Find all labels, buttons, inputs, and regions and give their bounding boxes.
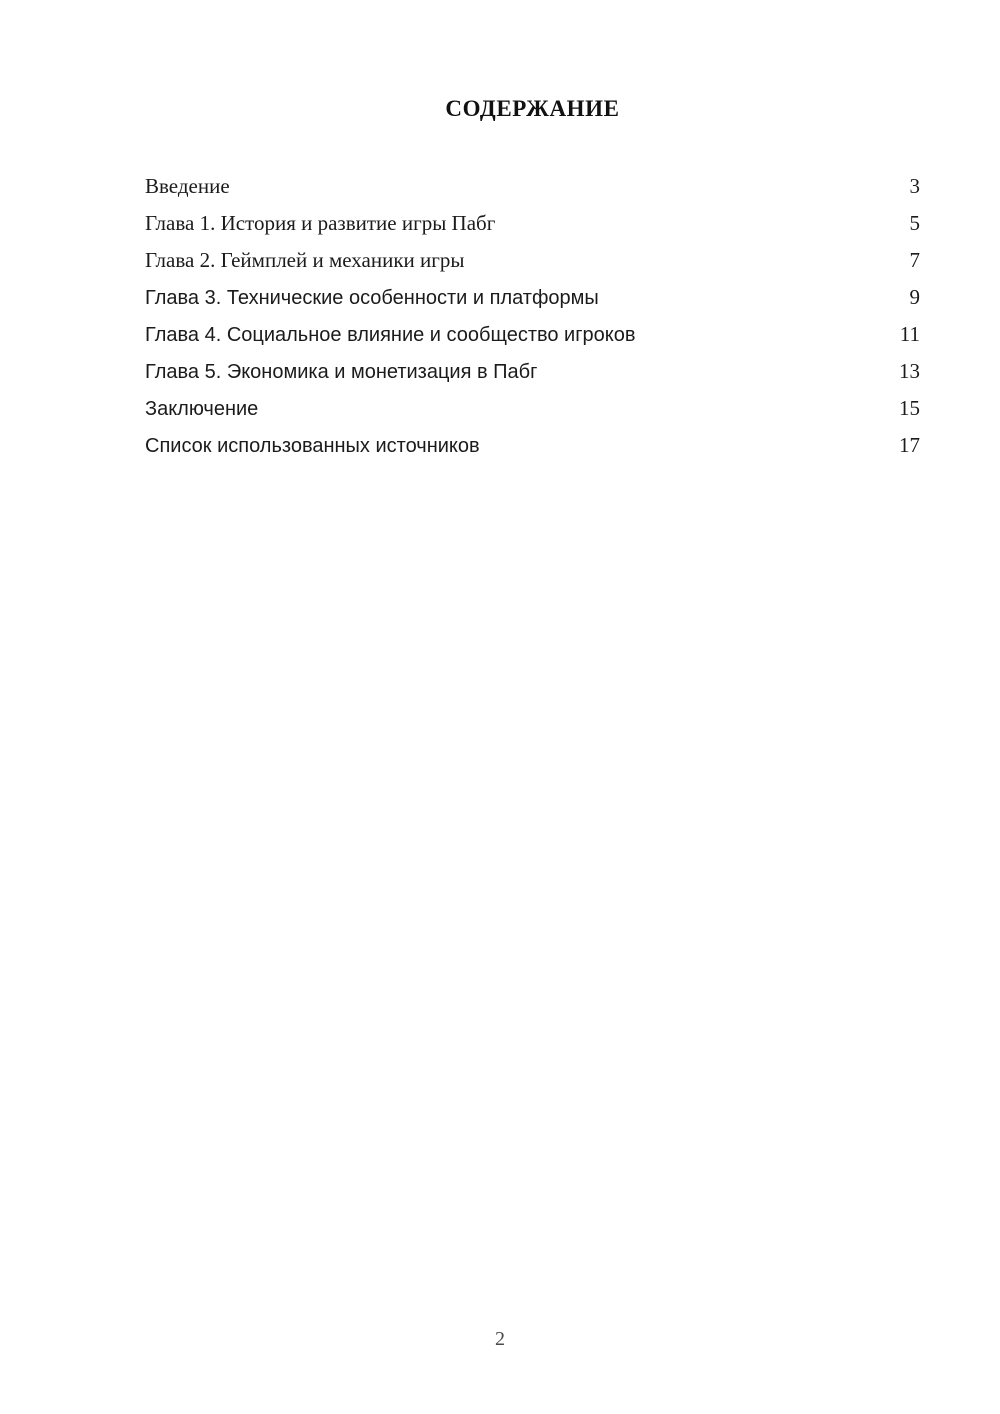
toc-entry-label: Список использованных источников (145, 435, 480, 457)
toc-entry-page-number: 3 (909, 174, 920, 198)
toc-row (145, 353, 920, 390)
page-title: СОДЕРЖАНИЕ (445, 96, 620, 121)
toc-entry-page-number: 7 (909, 248, 920, 272)
toc-row (145, 316, 920, 353)
toc-entry-label: Глава 2. Геймплей и механики игры (145, 248, 465, 272)
toc-entry-label: Глава 4. Социальное влияние и сообщество игроков (145, 324, 636, 346)
toc-row (145, 242, 920, 279)
toc-entry-page-number: 9 (909, 285, 920, 309)
toc-row (145, 427, 920, 464)
toc-row (145, 279, 920, 316)
toc-entry-page-number: 5 (909, 211, 920, 235)
toc-entry-label: Введение (145, 174, 230, 198)
toc-row (145, 168, 920, 205)
toc-entry-page-number: 11 (899, 322, 920, 346)
toc-row (145, 205, 920, 242)
toc-row (145, 390, 920, 427)
toc-entry-page-number: 13 (899, 359, 920, 383)
toc-entry-page-number: 17 (899, 433, 920, 457)
toc-entry-label: Глава 3. Технические особенности и платформы (145, 287, 599, 309)
table-of-contents (145, 168, 920, 464)
toc-entry-label: Заключение (145, 398, 259, 420)
toc-entry-label: Глава 5. Экономика и монетизация в Пабг (145, 361, 538, 383)
toc-entry-label: Глава 1. История и развитие игры Пабг (145, 211, 496, 235)
toc-entry-page-number: 15 (899, 396, 920, 420)
footer-page-number: 2 (495, 1328, 505, 1350)
